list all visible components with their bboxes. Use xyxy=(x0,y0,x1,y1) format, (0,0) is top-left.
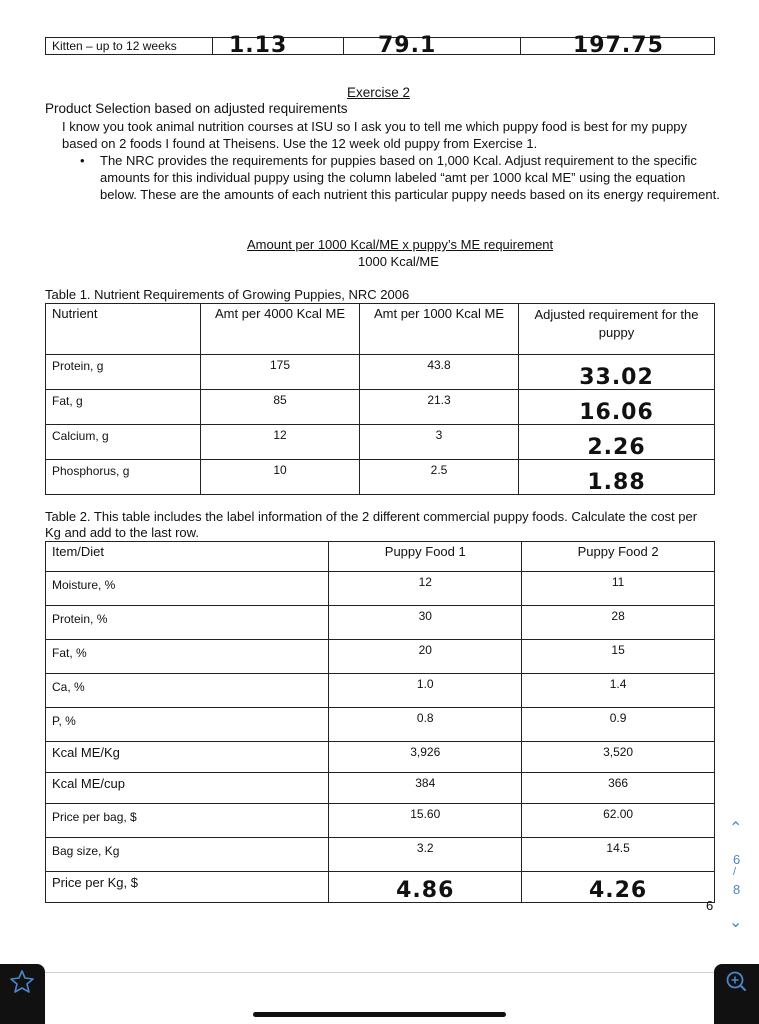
row-label: Kitten – up to 12 weeks xyxy=(46,38,213,55)
value-cell: 3,520 xyxy=(522,742,715,773)
item-cell: Kcal ME/Kg xyxy=(46,742,329,773)
handwritten-value: 4.26 xyxy=(522,872,715,903)
handwritten-value: 79.1 xyxy=(344,38,521,55)
value-cell: 3 xyxy=(360,425,519,460)
chevron-up-icon[interactable]: ⌃ xyxy=(729,820,743,837)
table-row xyxy=(46,773,715,804)
exercise-title: Exercise 2 xyxy=(347,85,411,100)
handwritten-value: 4.86 xyxy=(329,872,522,903)
column-header: Adjusted requirement for the puppy xyxy=(519,304,715,355)
table-row xyxy=(46,572,715,606)
value-cell: 11 xyxy=(522,572,715,606)
table-row xyxy=(46,355,715,390)
item-cell: Ca, % xyxy=(46,674,329,708)
column-header: Item/Diet xyxy=(46,542,329,572)
nutrient-cell: Phosphorus, g xyxy=(46,460,201,495)
value-cell: 2.5 xyxy=(360,460,519,495)
value-cell: 85 xyxy=(201,390,360,425)
item-cell: Kcal ME/cup xyxy=(46,773,329,804)
table-header-row xyxy=(46,304,715,355)
item-cell: Fat, % xyxy=(46,640,329,674)
handwritten-value: 16.06 xyxy=(519,390,715,425)
favorite-button[interactable] xyxy=(0,964,45,1024)
column-header: Puppy Food 1 xyxy=(329,542,522,572)
value-cell: 12 xyxy=(329,572,522,606)
handwritten-value: 2.26 xyxy=(519,425,715,460)
handwritten-value: 1.88 xyxy=(519,460,715,495)
table-row xyxy=(46,742,715,773)
value-cell: 30 xyxy=(329,606,522,640)
table2-caption: Table 2. This table includes the label information of the 2 different commercial puppy foods. Calculate the cost per Kg and add to the last row. xyxy=(45,509,698,540)
value-cell: 0.8 xyxy=(329,708,522,742)
bullet-dot: • xyxy=(80,153,85,168)
value-cell: 0.9 xyxy=(522,708,715,742)
column-header: Amt per 4000 Kcal ME xyxy=(201,304,360,355)
nutrient-requirements-table xyxy=(45,303,715,495)
handwritten-value: 33.02 xyxy=(519,355,715,390)
table-row xyxy=(46,38,715,55)
value-cell: 10 xyxy=(201,460,360,495)
divider xyxy=(45,972,715,973)
value-cell: 12 xyxy=(201,425,360,460)
bullet-text: The NRC provides the requirements for puppies based on 1,000 Kcal. Adjust requirement to the specific amounts for this individual puppy using the column labeled “amt per 1000 kcal ME” using the equation below. These are the amounts of each nutrient this particular puppy needs based on its energy requirement. xyxy=(100,153,720,202)
pager-separator: / xyxy=(733,866,737,878)
value-cell: 15.60 xyxy=(329,804,522,838)
value-cell: 43.8 xyxy=(360,355,519,390)
equation-numerator: Amount per 1000 Kcal/ME x puppy’s ME requirement xyxy=(247,237,554,252)
value-cell: 3,926 xyxy=(329,742,522,773)
value-cell: 384 xyxy=(329,773,522,804)
item-cell: Bag size, Kg xyxy=(46,838,329,872)
column-header: Amt per 1000 Kcal ME xyxy=(360,304,519,355)
handwritten-value: 1.13 xyxy=(213,38,344,55)
nutrient-cell: Protein, g xyxy=(46,355,201,390)
value-cell: 62.00 xyxy=(522,804,715,838)
column-header: Puppy Food 2 xyxy=(522,542,715,572)
value-cell: 366 xyxy=(522,773,715,804)
table-row xyxy=(46,708,715,742)
section-title: Product Selection based on adjusted requirements xyxy=(45,101,348,116)
zoom-in-button[interactable] xyxy=(714,964,759,1024)
item-cell: Protein, % xyxy=(46,606,329,640)
chevron-down-icon[interactable]: ⌄ xyxy=(729,914,743,931)
nutrient-cell: Calcium, g xyxy=(46,425,201,460)
table-row xyxy=(46,838,715,872)
table-row xyxy=(46,640,715,674)
value-cell: 20 xyxy=(329,640,522,674)
table-header-row xyxy=(46,542,715,572)
item-cell: Moisture, % xyxy=(46,572,329,606)
table-row xyxy=(46,606,715,640)
table-row xyxy=(46,674,715,708)
intro-paragraph: I know you took animal nutrition courses at ISU so I ask you to tell me which puppy food is best for my puppy based on 2 foods I found at Theisens. Use the 12 week old puppy from Exercise 1. xyxy=(62,119,688,151)
table-row xyxy=(46,804,715,838)
zoom-in-icon xyxy=(714,964,759,1004)
value-cell: 15 xyxy=(522,640,715,674)
star-icon xyxy=(0,964,45,1004)
value-cell: 14.5 xyxy=(522,838,715,872)
table-row xyxy=(46,872,715,903)
value-cell: 175 xyxy=(201,355,360,390)
handwritten-value: 197.75 xyxy=(521,38,715,55)
puppy-food-table xyxy=(45,541,715,903)
table-row xyxy=(46,390,715,425)
value-cell: 1.0 xyxy=(329,674,522,708)
value-cell: 3.2 xyxy=(329,838,522,872)
bullet-item xyxy=(80,152,720,203)
page-number: 6 xyxy=(706,898,714,913)
home-indicator[interactable] xyxy=(253,1012,506,1017)
item-cell: Price per bag, $ xyxy=(46,804,329,838)
column-header: Nutrient xyxy=(46,304,201,355)
table-row xyxy=(46,460,715,495)
value-cell: 21.3 xyxy=(360,390,519,425)
table-row xyxy=(46,425,715,460)
value-cell: 28 xyxy=(522,606,715,640)
table1-caption: Table 1. Nutrient Requirements of Growing Puppies, NRC 2006 xyxy=(45,287,410,302)
bottom-toolbar xyxy=(0,964,759,1024)
kitten-row-table xyxy=(45,33,715,58)
pager-total-pages: 8 xyxy=(733,882,741,897)
item-cell: P, % xyxy=(46,708,329,742)
equation-denominator: 1000 Kcal/ME xyxy=(358,254,439,269)
nutrient-cell: Fat, g xyxy=(46,390,201,425)
pager-current-page: 6 xyxy=(733,852,741,867)
value-cell: 1.4 xyxy=(522,674,715,708)
item-cell: Price per Kg, $ xyxy=(46,872,329,903)
